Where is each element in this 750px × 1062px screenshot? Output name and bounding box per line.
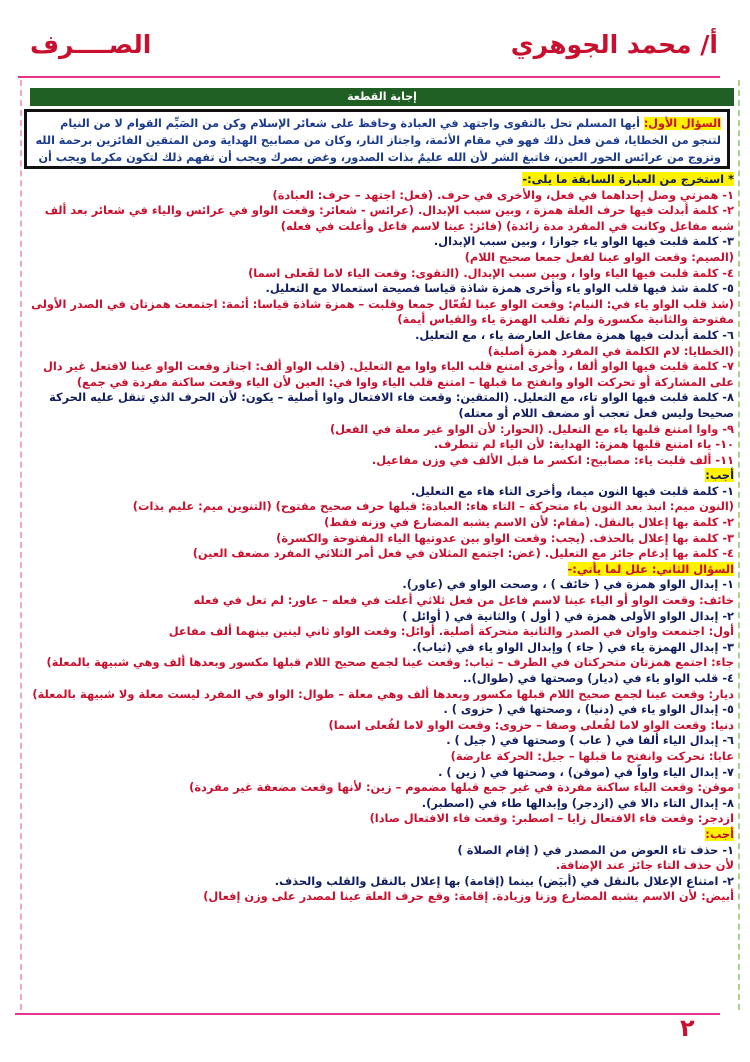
text-line	[26, 484, 734, 500]
text-line	[26, 624, 734, 640]
line-text: ٤- كلمة قلبت فيها الياء واوا ، وبين سبب الإبدال. (التقوى: وقعت الياء لاما لفَعلى اسما)	[248, 265, 734, 280]
line-text: السؤال الثاني: علل لما يأتي:-	[567, 561, 734, 576]
text-line	[26, 515, 734, 531]
question-box	[24, 109, 730, 169]
line-text: ٥- كلمة شذ فيها قلب الواو ياء وأخرى همزة شاذة قياسا فصيحة استعمالا مع التعليل.	[265, 281, 734, 296]
line-text: ٩- واوا امتنع قلبها ياء مع التعليل. (الحوار: لأن الواو غير معلة في الفعل)	[329, 421, 734, 436]
line-text: * استخرج من العبارة السابقة ما يلى:-	[522, 172, 734, 186]
line-text: جاء: اجتمع همزتان متحركتان في الطرف – ثياب: وقعت عينا لجمع صحيح اللام قبلها مكسور وبعدها ألف وهي شبيهة بالمعلة)	[46, 655, 734, 670]
footer-divider	[15, 1013, 720, 1015]
text-line	[26, 531, 734, 547]
line-text: ١١- ألف قلبت ياء: مصابيح: انكسر ما قبل الألف في وزن مفاعيل.	[371, 452, 734, 467]
line-text: لأن حذف التاء جائز عند الإضافة.	[555, 858, 734, 873]
line-text: أجب:	[705, 468, 734, 483]
line-text: أبيض: لأن الاسم يشبه المضارع وزنا وزيادة. إقامة: وقع حرف العلة عينا لمصدر على وزن إفعال)	[203, 889, 734, 904]
line-text: ١- كلمة قلبت فيها النون ميما، وأخرى التاء هاء مع التعليل.	[410, 483, 734, 498]
line-text: ٦- إبدال الياء ألفا في ( عاب ) وصحتها في ( جيل ) .	[446, 733, 734, 748]
line-text: ٣- إبدال الهمزة ياء في ( جاء ) وإبدال الواو ياء في (ثياب).	[412, 639, 734, 654]
section-banner: إجابة القطعة	[30, 88, 734, 106]
line-text: أول: اجتمعت واوان في الصدر والثانية متحركة أصلية. أوائل: وقعت الواو ثاني لينين بينهما ألف مفاعل	[168, 624, 734, 639]
line-text: عابا: تحركت وانفتح ما قبلها – جيل: الحركة عارضة)	[450, 748, 734, 763]
right-margin-rule	[738, 80, 740, 1010]
line-text: ٦- كلمة أبدلت فيها همزة مفاعل العارضة ياء ، مع التعليل.	[415, 327, 734, 342]
text-line	[26, 562, 734, 578]
text-line	[26, 671, 734, 687]
line-text: (الصيم: وقعت الواو عينا لفعل جمعا صحيح اللام)	[464, 249, 734, 264]
line-text: ازدجر: وقعت فاء الافتعال زايا – اصطبر: وقعت فاء الافتعال صادا)	[369, 811, 734, 826]
text-line	[26, 687, 734, 703]
line-text: دنيا: وقعت الواو لاما لفُعلى وصفا – حزوى: وقعت الواو لاما لفُعلى اسما)	[328, 717, 734, 732]
answer-content	[26, 172, 734, 1012]
text-line	[26, 593, 734, 609]
line-text: ٢- كلمة أبدلت فيها حرف العلة همزة ، وبين سبب الإبدال. (عرائس - شعائر: وقعت الواو في عرائس والياء في شعائر بعد ألف شبه مفاعل وكانت في المفرد مدة زائدة) (فائز: عينا لاسم فاعل وأعلت في فعله)	[44, 203, 734, 233]
line-text: ديار: وقعت عينا لجمع صحيح اللام قبلها مكسور وبعدها ألف وهي معلة – طوال: الواو في المفرد ليست معلة ولا شبيهة بالمعلة)	[32, 686, 734, 701]
page-header	[30, 30, 718, 72]
line-text: ١- همزتي وصل إحداهما في فعل، والأخرى في حرف. (فعل: اجتهد – حرف: العبادة)	[272, 187, 734, 202]
line-text: ٤- كلمة بها إدغام جائز مع التعليل. (غض: اجتمع المثلان في فعل أمر الثلاثي المفرد مضعف العين)	[192, 546, 734, 561]
line-text: (الخطايا: لام الكلمة في المفرد همزة أصلية)	[487, 343, 734, 358]
text-line	[26, 328, 734, 344]
text-line	[26, 655, 734, 671]
text-line	[26, 234, 734, 250]
text-line	[26, 359, 734, 390]
line-text: ١- إبدال الواو همزة في ( خائف ) ، وصحت الواو في (عاور).	[402, 577, 734, 592]
line-text: ١- حذف تاء العوض من المصدر في ( إقام الصلاة )	[457, 842, 734, 857]
text-line	[26, 344, 734, 360]
text-line	[26, 577, 734, 593]
line-text: ٨- كلمة قلبت فيها الواو تاء، مع التعليل. (المتقين: وقعت فاء الافتعال واوا أصلية – يكون: لأن الحرف الذي تنقل عليه الحركة صحيحا وليس فعل تعجب أو مضعف اللام أو معتله)	[49, 390, 734, 420]
text-line	[26, 266, 734, 282]
text-line	[26, 188, 734, 204]
text-line	[26, 889, 734, 905]
header-divider	[18, 76, 720, 78]
line-text: ٧- إبدال الياء واواً في (موقن) ، وصحتها في ( زين ) .	[438, 764, 734, 779]
line-text: أجب:	[705, 826, 734, 841]
text-line	[26, 390, 734, 421]
text-line	[26, 858, 734, 874]
subject-title: الصــــرف	[30, 30, 152, 59]
text-line	[26, 702, 734, 718]
text-line	[26, 250, 734, 266]
text-line	[26, 780, 734, 796]
text-line	[26, 453, 734, 469]
line-text: (النون ميم: انبذ بعد النون باء متحركة – التاء هاء: العبادة: قبلها حرف صحيح مفتوح) (التنوين ميم: عليم بذات)	[132, 499, 734, 514]
page-number: ٢	[680, 1014, 695, 1042]
text-line	[26, 437, 734, 453]
line-text: ٤- قلب الواو ياء في (ديار) وصحتها في (طوال)..	[462, 671, 734, 685]
line-text: ٢- إبدال الواو الأولى همزة في ( أول ) والثانية في ( أوائل )	[402, 608, 734, 623]
text-line	[26, 827, 734, 843]
text-line	[26, 422, 734, 438]
line-text: ٣- كلمة قلبت فيها الواو ياء جوازا ، وبين سبب الإبدال.	[433, 234, 734, 249]
question-label: السؤال الأول:	[643, 117, 721, 130]
text-line	[26, 468, 734, 484]
text-line	[26, 640, 734, 656]
text-line	[26, 765, 734, 781]
text-line	[26, 718, 734, 734]
text-line	[26, 874, 734, 890]
line-text: ٢- امتناع الإعلال بالنقل في (أبيَض) بينما (إقامة) بها إعلال بالنقل والقلب والحذف.	[274, 873, 734, 888]
line-text: (شذ قلب الواو ياء في: النيام: وقعت الواو عينا لفُعّال جمعا وقلبت – همزة شاذة قياسا: أئمة: اجتمعت همزتان في الصدر الأولى مفتوحة والثانية مكسورة ولم تقلب الهمزة ياء والقياس أيمة)	[31, 296, 734, 327]
text-line	[26, 843, 734, 859]
text-line	[26, 281, 734, 297]
text-line	[26, 811, 734, 827]
text-line	[26, 733, 734, 749]
line-text: ٧- كلمة قلبت فيها الواو ألفا ، وأخرى امتنع قلب الياء واوا مع التعليل. (قلب الواو ألف: اجتاز وقعت الواو عينا لافتعل غير دال على المشاركة أو تحركت الواو وانفتح ما قبلها – امتنع قلب الياء واوا في: العين لأن الياء وقعت ساكنة مفردة في جمع)	[42, 359, 734, 389]
text-line	[26, 796, 734, 812]
left-margin-rule	[20, 80, 22, 1010]
text-line	[26, 172, 734, 188]
question-text: أيها المسلم تحل بالتقوى واجتهد في العبادة وحافظ على شعائر الإسلام وكن من الصَيِّم القوام لا من النيام لتنجو من الخطايا، فمن فعل ذلك فهو في مقام الأئمة، واجتاز النار، وكان من مصابيح الهداية ومن المتقين الفائزين برحمة الله وتزوج من عرائس الحور العين، فاتبغ الشر لأن الله عليمٌ بذات الصدور، وغض بصرك ويجب أن تفهم ذلك لتكون مكرما ويجب أن	[35, 117, 721, 164]
author-name: أ/ محمد الجوهري	[510, 30, 718, 59]
line-text: ٥- إبدال الواو ياء في (دنيا) ، وصحتها في ( حزوى ) .	[443, 702, 734, 717]
text-line	[26, 499, 734, 515]
text-line	[26, 203, 734, 234]
line-text: ٣- كلمة بها إعلال بالحذف. (يجب: وقعت الواو بين عدوتيها الياء المفتوحة والكسرة)	[276, 530, 734, 545]
line-text: موقن: وقعت الياء ساكنة مفردة في غير جمع قبلها مضموم – زين: لأنها وقعت مضعفة غير مفردة)	[189, 780, 734, 795]
text-line	[26, 546, 734, 562]
line-text: خائف: وقعت الواو أو الياء عينا لاسم فاعل من فعل ثلاثي أعلت في فعله – عاور: لم تعل في فعله	[193, 593, 734, 608]
text-line	[26, 297, 734, 328]
text-line	[26, 609, 734, 625]
line-text: ٢- كلمة بها إعلال بالنقل. (مقام: لأن الاسم يشبه المضارع في وزنه فقط)	[324, 515, 734, 530]
line-text: ٨- إبدال التاء دالا في (ازدجر) وإبدالها طاء في (اصطبر).	[421, 795, 734, 810]
text-line	[26, 749, 734, 765]
line-text: ١٠- ياء امتنع قلبها همزة: الهداية: لأن الياء لم تتطرف.	[433, 437, 734, 452]
